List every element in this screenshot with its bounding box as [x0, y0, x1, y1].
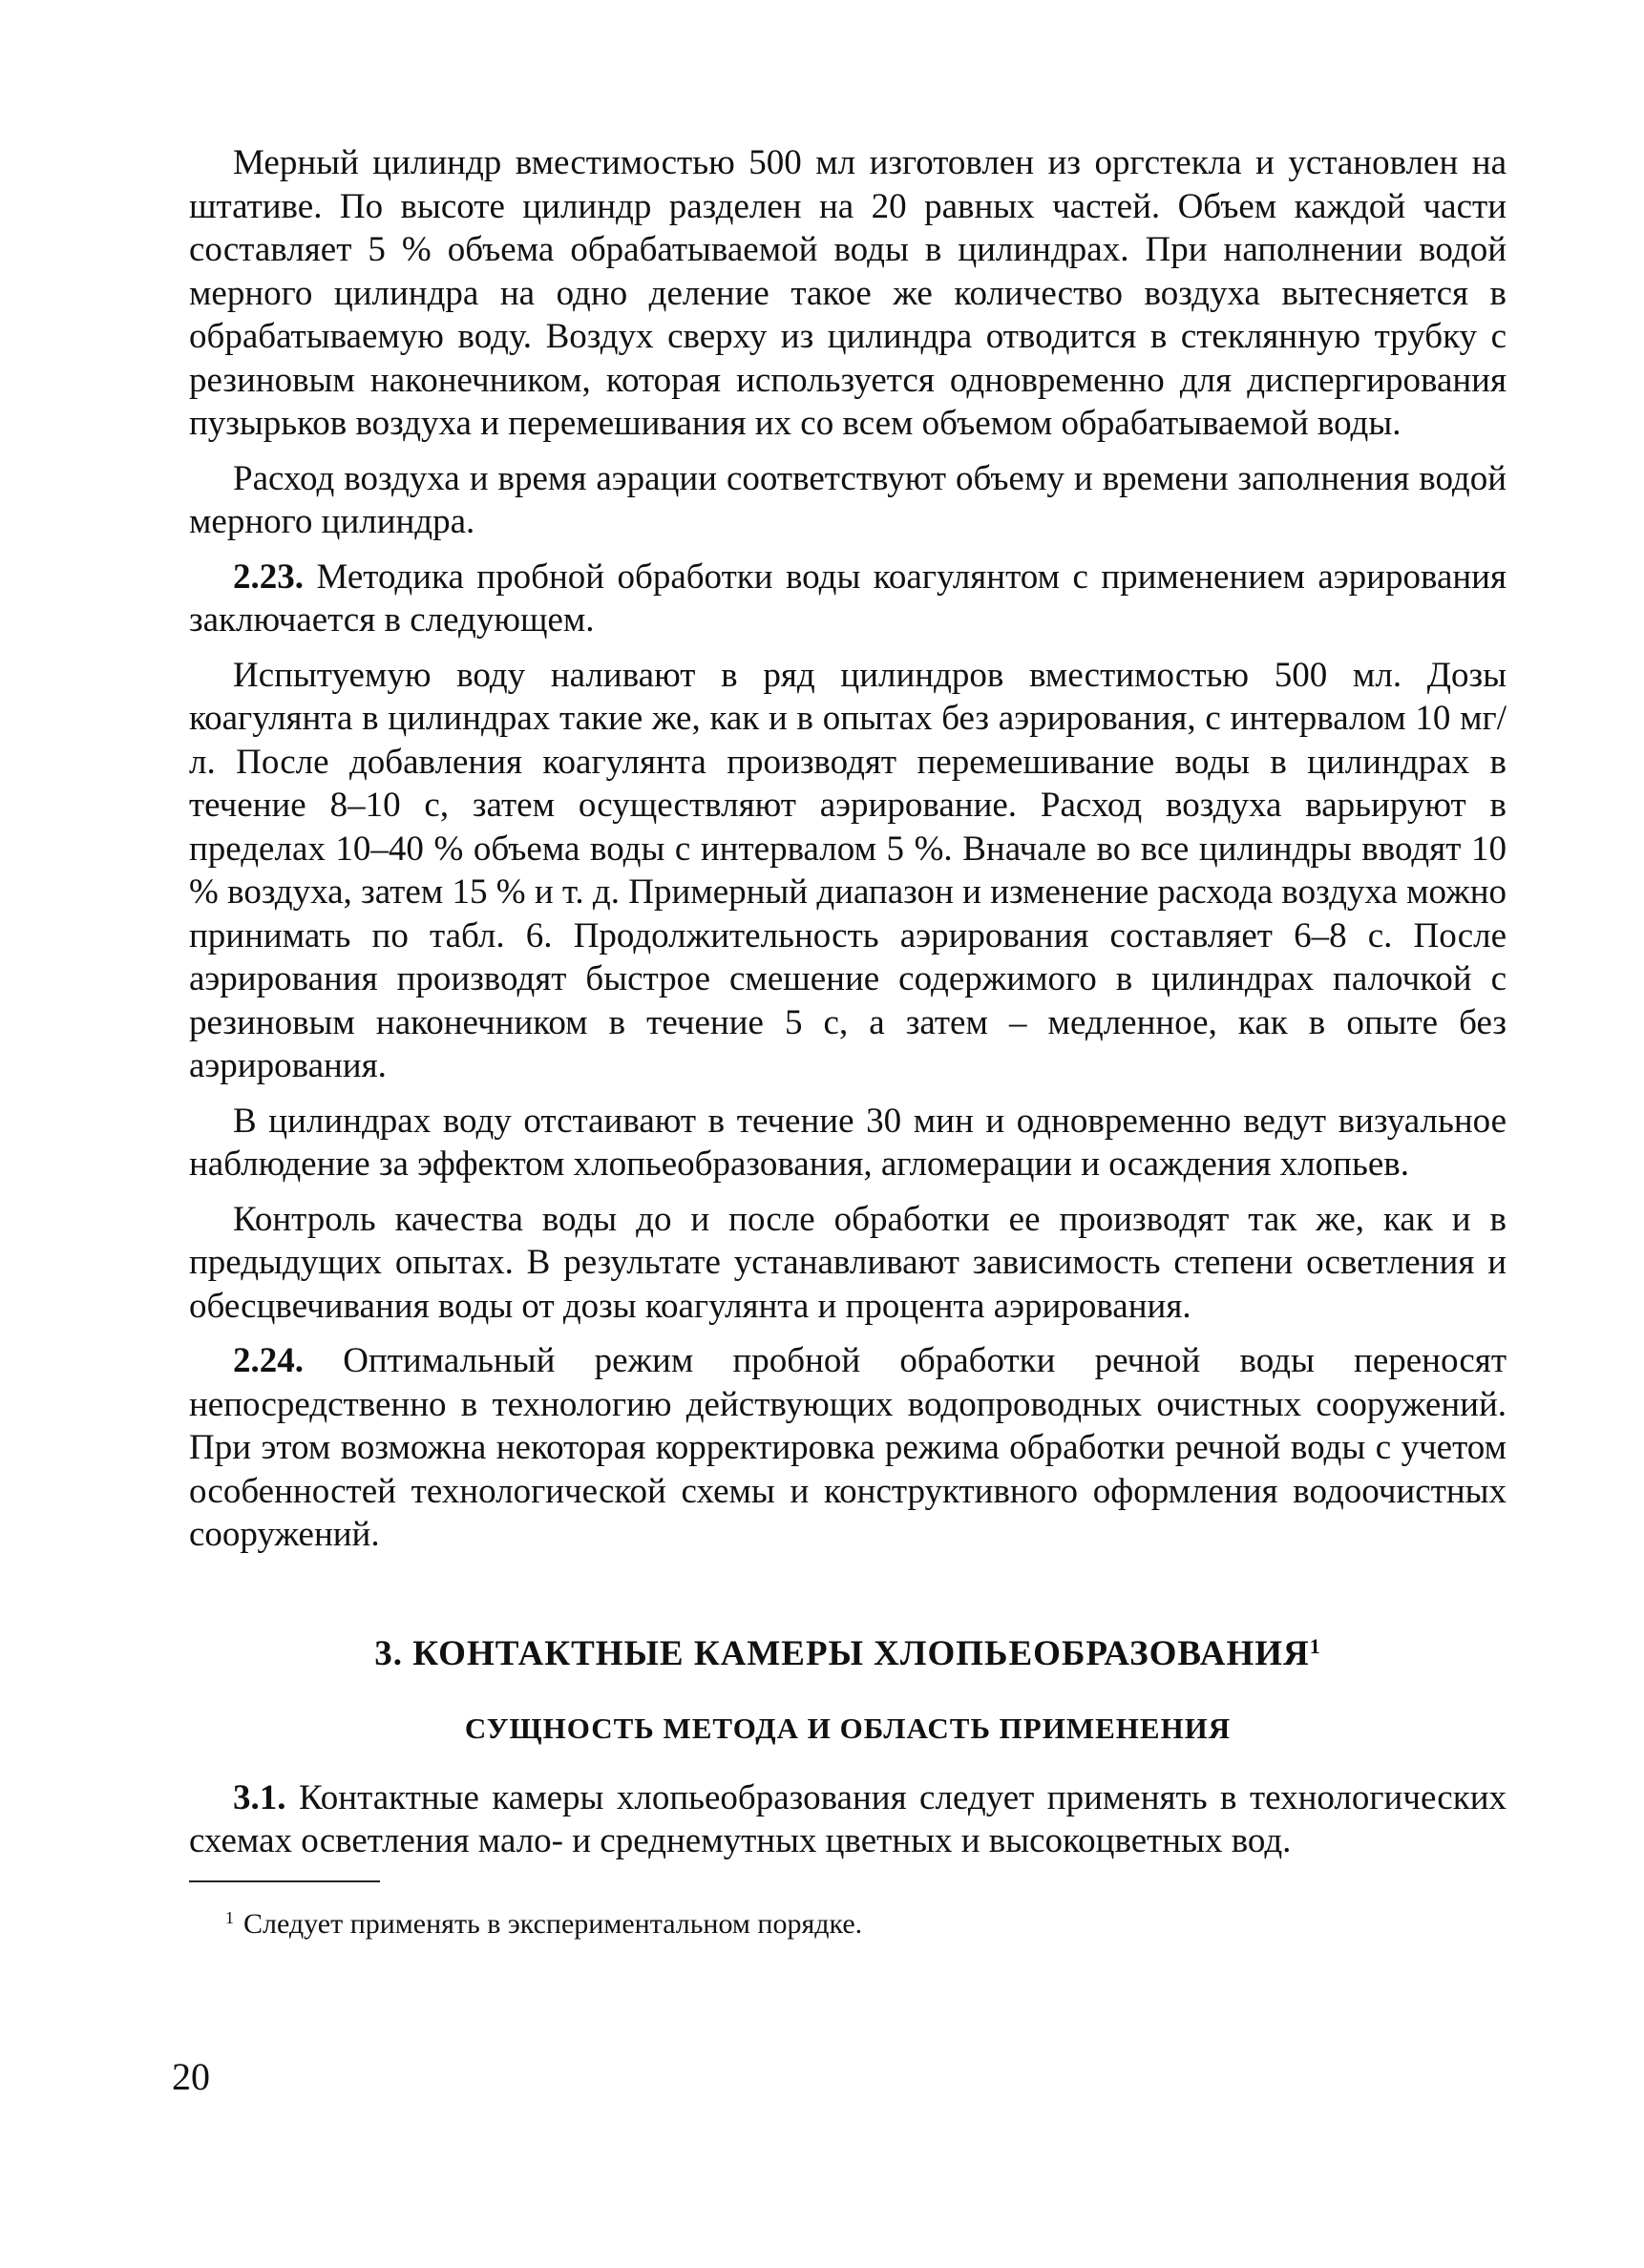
footnote-divider	[189, 1880, 380, 1882]
footnote-reference: 1	[1309, 1633, 1321, 1658]
paragraph-text: Контактные камеры хлопьеобразования следует применять в технологических схемах осветления мало- и среднемутных цветных и высокоцветных вод.	[189, 1777, 1507, 1860]
section-title-text: 3. КОНТАКТНЫЕ КАМЕРЫ ХЛОПЬЕОБРАЗОВАНИЯ	[374, 1633, 1310, 1673]
section-title	[189, 1624, 1507, 1677]
page-number: 20	[172, 2055, 210, 2098]
paragraph-text: В цилиндрах воду отстаивают в течение 30 мин и одновременно ведут визуальное наблюдение за эффектом хлопьеобразования, агломерации и осаждения хлопьев.	[189, 1101, 1507, 1184]
paragraph-text: Испытуемую воду наливают в ряд цилиндров вместимостью 500 мл. Дозы коагулянта в цилиндрах такие же, как и в опытах без аэрирования, с интервалом 10 мг/л. После добавления коагулянта производят перемешивание воды в цилиндрах в течение 8–10 с, затем осуществляют аэрирование. Расход воздуха варьируют в пределах 10–40 % объема воды с интервалом 5 %. Вначале во все цилиндры вводят 10 % воздуха, затем 15 % и т. д. Примерный диапазон и изменение расхода воздуха можно принимать по табл. 6. Продолжительность аэрирования составляет 6–8 с. После аэрирования производят быстрое смешение содержимого в цилиндрах палочкой с резиновым наконечником в течение 5 с, а затем – медленное, как в опыте без аэрирования.	[189, 655, 1507, 1085]
document-page	[189, 141, 1507, 1942]
paragraph-2-23	[189, 556, 1507, 642]
paragraph-text: Расход воздуха и время аэрации соответствуют объему и времени заполнения водой мерного цилиндра.	[189, 458, 1507, 541]
clause-number: 3.1.	[233, 1777, 286, 1817]
clause-number: 2.24.	[233, 1341, 304, 1380]
section-subtitle: СУЩНОСТЬ МЕТОДА И ОБЛАСТЬ ПРИМЕНЕНИЯ	[464, 1711, 1232, 1745]
paragraph-text: Мерный цилиндр вместимостью 500 мл изготовлен из оргстекла и установлен на штативе. По высоте цилиндр разделен на 20 равных частей. Объем каждой части составляет 5 % объема обрабатываемой воды в цилиндрах. При наполнении водой мерного цилиндра на одно деление такое же количество воздуха вытесняется в обрабатываемую воду. Воздух сверху из цилиндра отводится в стеклянную трубку с резиновым наконечником, которая используется одновременно для диспергирования пузырьков воздуха и перемешивания их со всем объемом обрабатываемой воды.	[189, 143, 1507, 443]
paragraph-settling	[189, 1100, 1507, 1186]
paragraph-quality-control	[189, 1198, 1507, 1329]
footnote-text: Следует применять в экспериментальном порядке.	[243, 1907, 863, 1940]
paragraph-air-flow	[189, 457, 1507, 544]
paragraph-3-1	[189, 1776, 1507, 1863]
footnote	[225, 1900, 1507, 1942]
paragraph-text: Контроль качества воды до и после обработки ее производят так же, как и в предыдущих опытах. В результате устанавливают зависимость степени осветления и обесцвечивания воды от дозы коагулянта и процента аэрирования.	[189, 1199, 1507, 1326]
clause-number: 2.23.	[233, 556, 304, 597]
footnote-mark: 1	[225, 1907, 234, 1927]
paragraph-test-water	[189, 654, 1507, 1088]
paragraph-text: Методика пробной обработки воды коагулянтом с применением аэрирования заключается в следующем.	[189, 556, 1507, 640]
paragraph-cylinder	[189, 141, 1507, 446]
paragraph-2-24	[189, 1339, 1507, 1557]
paragraph-text: Оптимальный режим пробной обработки речной воды переносят непосредственно в технологию действующих водопроводных очистных сооружений. При этом возможна некоторая корректировка режима обработки речной воды с учетом особенностей технологической схемы и конструктивного оформления водоочистных сооружений.	[189, 1341, 1507, 1554]
